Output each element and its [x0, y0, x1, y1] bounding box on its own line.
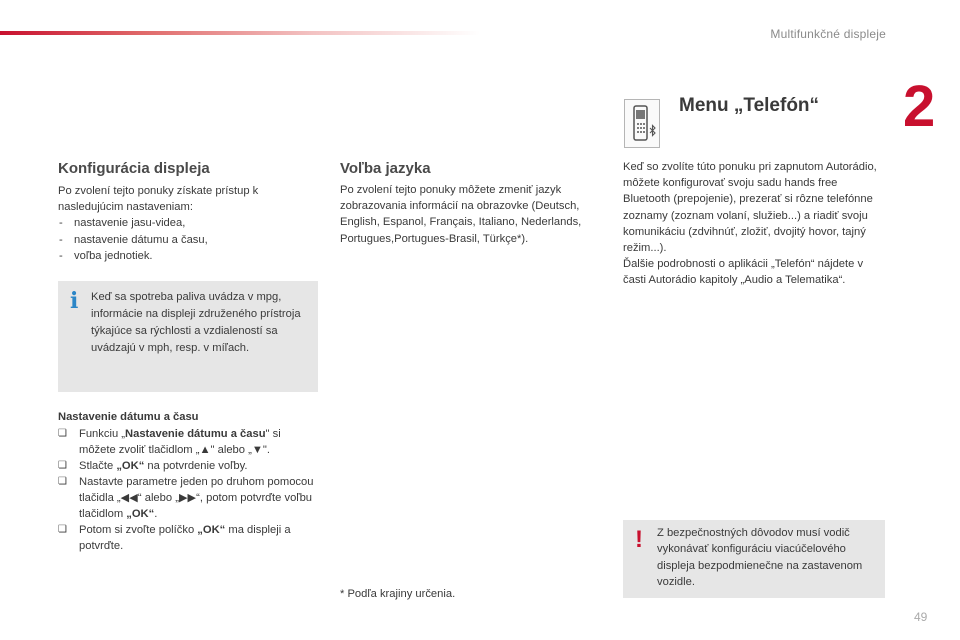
arrow-down-icon: ▼	[251, 444, 263, 456]
footnote: * Podľa krajiny určenia.	[340, 588, 456, 600]
page-number: 49	[914, 610, 928, 624]
list-item: ❏ Potom si zvoľte políčko „OK“ ma displeji a potvrďte.	[58, 524, 291, 552]
info-note-text: Keď sa spotreba paliva uvádza v mpg, informácie na displeji združeného prístroja týkajúce sa rýchlosti a vzdialeností sa uvádzajú v mph, resp. v míľach.	[91, 291, 301, 354]
date-time-section	[58, 409, 320, 554]
list-item: ❏ Stlačte „OK“ na potvrdenie voľby.	[58, 460, 248, 472]
section-title-phone-menu: Menu „Telefón“	[679, 95, 820, 116]
language-body: Po zvolení tejto ponuky môžete zmeniť jazyk zobrazovania informácií na obrazovke (Deutsch, English, Espanol, Français, Italiano, Nederlands, Portugues,Portugues-Brasil, Türkçe*).	[340, 184, 582, 245]
phone-menu-more-info: Ďalšie podrobnosti o aplikácii „Telefón“ nájdete v časti Autorádio kapitoly „Audio a Telematika“.	[623, 258, 864, 287]
warning-note-text: Z bezpečnostných dôvodov musí vodič vykonávať konfiguráciu viacúčelového displeja bezpodmienečne na zastavenom vozidle.	[657, 527, 863, 588]
display-config-intro: Po zvolení tejto ponuky získate prístup k nasledujúcim nastaveniam:	[58, 185, 259, 214]
display-config-list	[58, 215, 298, 264]
rewind-icon: ◀◀	[120, 492, 138, 504]
section-title-display-config: Konfigurácia displeja	[58, 160, 210, 177]
phone-menu-body: Keď so zvolíte túto ponuku pri zapnutom Autorádio, môžete konfigurovať svoju sadu hands free Bluetooth (prepojenie), prezerať si rôzne telefónne zoznamy (zoznam volaní, služieb...) a riadiť svoju komunikáciu (zdvihnúť, zložiť, dvojitý hovor, tajný režim...).	[623, 161, 877, 255]
warning-icon: !	[635, 526, 643, 553]
section-title-language: Voľba jazyka	[340, 160, 431, 177]
info-note-box	[58, 281, 318, 392]
header-title: Multifunkčné displeje	[770, 27, 886, 41]
list-item: ❏ Funkciu „Nastavenie dátumu a času" si môžete zvoliť tlačidlom „▲" alebo „▼".	[58, 428, 281, 456]
display-config-body	[58, 183, 298, 264]
warning-note-box	[623, 520, 885, 598]
checkbox-bullet-icon: ❏	[58, 428, 67, 439]
fast-forward-icon: ▶▶	[178, 492, 197, 504]
header-accent-bar	[0, 31, 480, 35]
date-time-title: Nastavenie dátumu a času	[58, 411, 199, 423]
checkbox-bullet-icon: ❏	[58, 460, 67, 471]
checkbox-bullet-icon: ❏	[58, 476, 67, 487]
list-item: - nastavenie dátumu a času,	[58, 232, 298, 248]
list-item: ❏ Nastavte parametre jeden po druhom pomocou tlačidla „◀◀“ alebo „▶▶“, potom potvrďte voľbu tlačidlom „OK“.	[58, 476, 314, 520]
list-item: - voľba jednotiek.	[58, 248, 298, 264]
chapter-number: 2	[903, 74, 936, 139]
list-item: - nastavenie jasu-videa,	[58, 215, 298, 231]
phone-bluetooth-icon	[624, 99, 660, 148]
info-icon: i	[70, 288, 79, 314]
arrow-up-icon: ▲	[199, 444, 211, 456]
checkbox-bullet-icon: ❏	[58, 524, 67, 535]
date-time-steps	[58, 426, 320, 554]
